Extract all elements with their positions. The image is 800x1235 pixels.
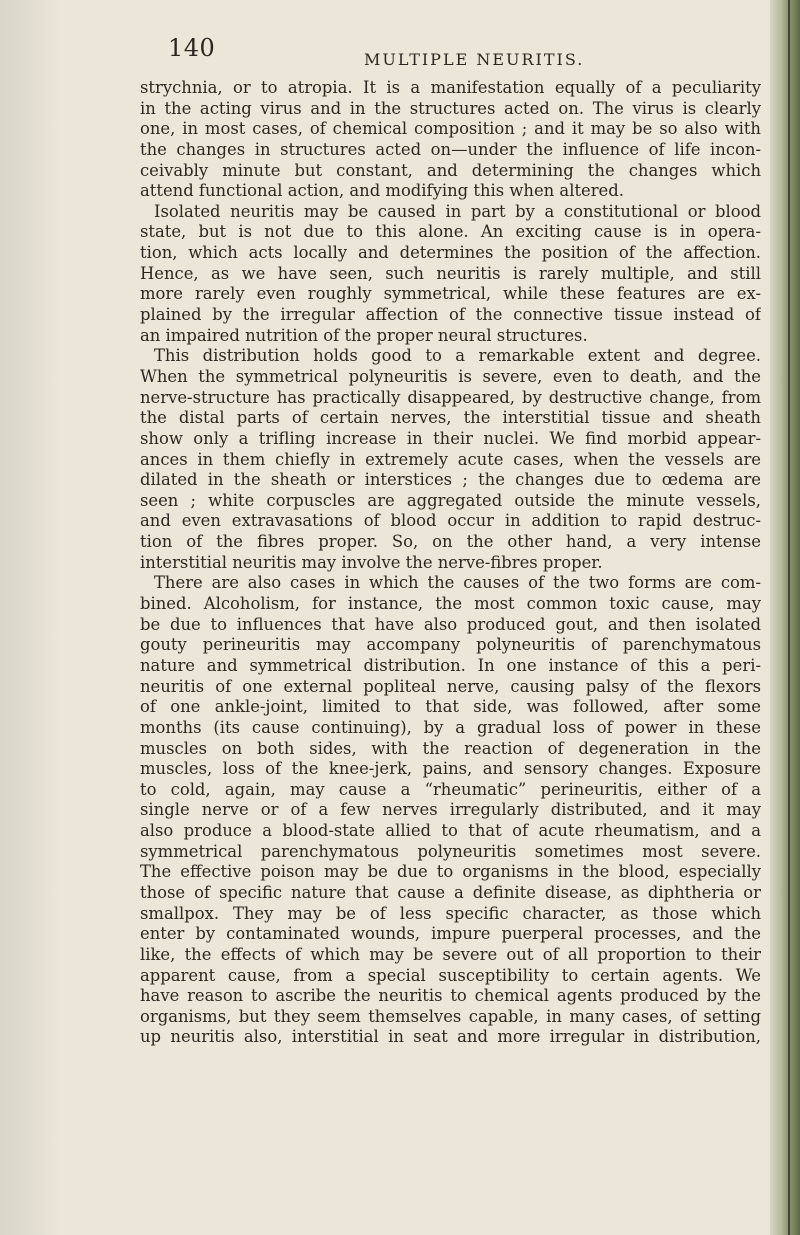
text-line: one, in most cases, of chemical composition ; and it may be so also with: [140, 119, 761, 139]
text-line: in the acting virus and in the structures acted on. The virus is clearly: [140, 98, 761, 118]
text-line: more rarely even roughly symmetrical, while these features are ex-: [140, 284, 761, 304]
text-line: show only a trifling increase in their nuclei. We find morbid appear-: [140, 428, 761, 448]
text-line: the distal parts of certain nerves, the interstitial tissue and sheath: [140, 408, 761, 428]
text-line: enter by contaminated wounds, impure puerperal processes, and the: [140, 924, 761, 944]
text-line: The effective poison may be due to organisms in the blood, especially: [140, 862, 761, 882]
text-line: nerve-structure has practically disappeared, by destructive change, from: [140, 387, 761, 407]
text-line: Hence, as we have seen, such neuritis is rarely multiple, and still: [140, 263, 761, 283]
text-line: months (its cause continuing), by a gradual loss of power in these: [140, 717, 761, 737]
text-line: smallpox. They may be of less specific character, as those which: [140, 903, 761, 923]
text-line: apparent cause, from a special susceptibility to certain agents. We: [140, 965, 761, 985]
text-line: to cold, again, may cause a “rheumatic” perineuritis, either of a: [140, 779, 761, 799]
binding-line: [788, 0, 790, 1235]
book-binding-edge: [770, 0, 800, 1235]
text-line: up neuritis also, interstitial in seat and more irregular in distribution,: [140, 1027, 761, 1047]
running-head: MULTIPLE NEURITIS.: [364, 50, 585, 69]
text-line: ceivably minute but constant, and determining the changes which: [140, 160, 761, 180]
text-line: Isolated neuritis may be caused in part by a constitutional or blood: [154, 201, 761, 221]
page-left-shadow: [0, 0, 60, 1235]
text-line: interstitial neuritis may involve the nerve-fibres proper.: [140, 552, 603, 572]
text-line: bined. Alcoholism, for instance, the most common toxic cause, may: [140, 594, 761, 614]
text-line: the changes in structures acted on—under the influence of life incon-: [140, 139, 761, 159]
text-line: neuritis of one external popliteal nerve, causing palsy of the flexors: [140, 676, 761, 696]
text-line: an impaired nutrition of the proper neural structures.: [140, 325, 588, 345]
text-line: There are also cases in which the causes of the two forms are com-: [154, 573, 761, 593]
text-line: tion of the fibres proper. So, on the other hand, a very intense: [140, 532, 761, 552]
page-number: 140: [168, 34, 216, 62]
text-line: also produce a blood-state allied to that of acute rheumatism, and a: [140, 821, 761, 841]
text-line: those of specific nature that cause a definite disease, as diphtheria or: [140, 882, 761, 902]
text-line: of one ankle-joint, limited to that side, was followed, after some: [140, 697, 761, 717]
text-line: strychnia, or to atropia. It is a manifestation equally of a peculiarity: [140, 78, 761, 97]
text-line: seen ; white corpuscles are aggregated outside the minute vessels,: [140, 490, 761, 510]
text-line: organisms, but they seem themselves capable, in many cases, of setting: [140, 1006, 761, 1026]
page-header: [168, 34, 760, 68]
text-line: have reason to ascribe the neuritis to chemical agents produced by the: [140, 986, 761, 1006]
text-line: ances in them chiefly in extremely acute cases, when the vessels are: [140, 449, 761, 469]
text-line: This distribution holds good to a remarkable extent and degree.: [154, 346, 761, 366]
text-line: like, the effects of which may be severe out of all proportion to their: [140, 944, 761, 964]
text-line: plained by the irregular affection of the connective tissue instead of: [140, 305, 761, 325]
text-line: gouty perineuritis may accompany polyneuritis of parenchymatous: [140, 635, 761, 655]
text-line: muscles, loss of the knee-jerk, pains, and sensory changes. Exposure: [140, 759, 761, 779]
text-line: state, but is not due to this alone. An exciting cause is in opera-: [140, 222, 761, 242]
text-line: single nerve or of a few nerves irregularly distributed, and it may: [140, 800, 761, 820]
text-line: dilated in the sheath or interstices ; the changes due to œdema are: [140, 470, 761, 490]
text-line: symmetrical parenchymatous polyneuritis sometimes most severe.: [140, 841, 761, 861]
text-line: attend functional action, and modifying this when altered.: [140, 181, 624, 201]
text-line: muscles on both sides, with the reaction of degeneration in the: [140, 738, 761, 758]
body-text: [140, 78, 761, 1048]
text-line: and even extravasations of blood occur in addition to rapid destruc-: [140, 511, 761, 531]
text-line: tion, which acts locally and determines the position of the affection.: [140, 243, 761, 263]
text-line: nature and symmetrical distribution. In one instance of this a peri-: [140, 655, 761, 675]
text-line: be due to influences that have also produced gout, and then isolated: [140, 614, 761, 634]
text-line: When the symmetrical polyneuritis is severe, even to death, and the: [140, 366, 761, 386]
